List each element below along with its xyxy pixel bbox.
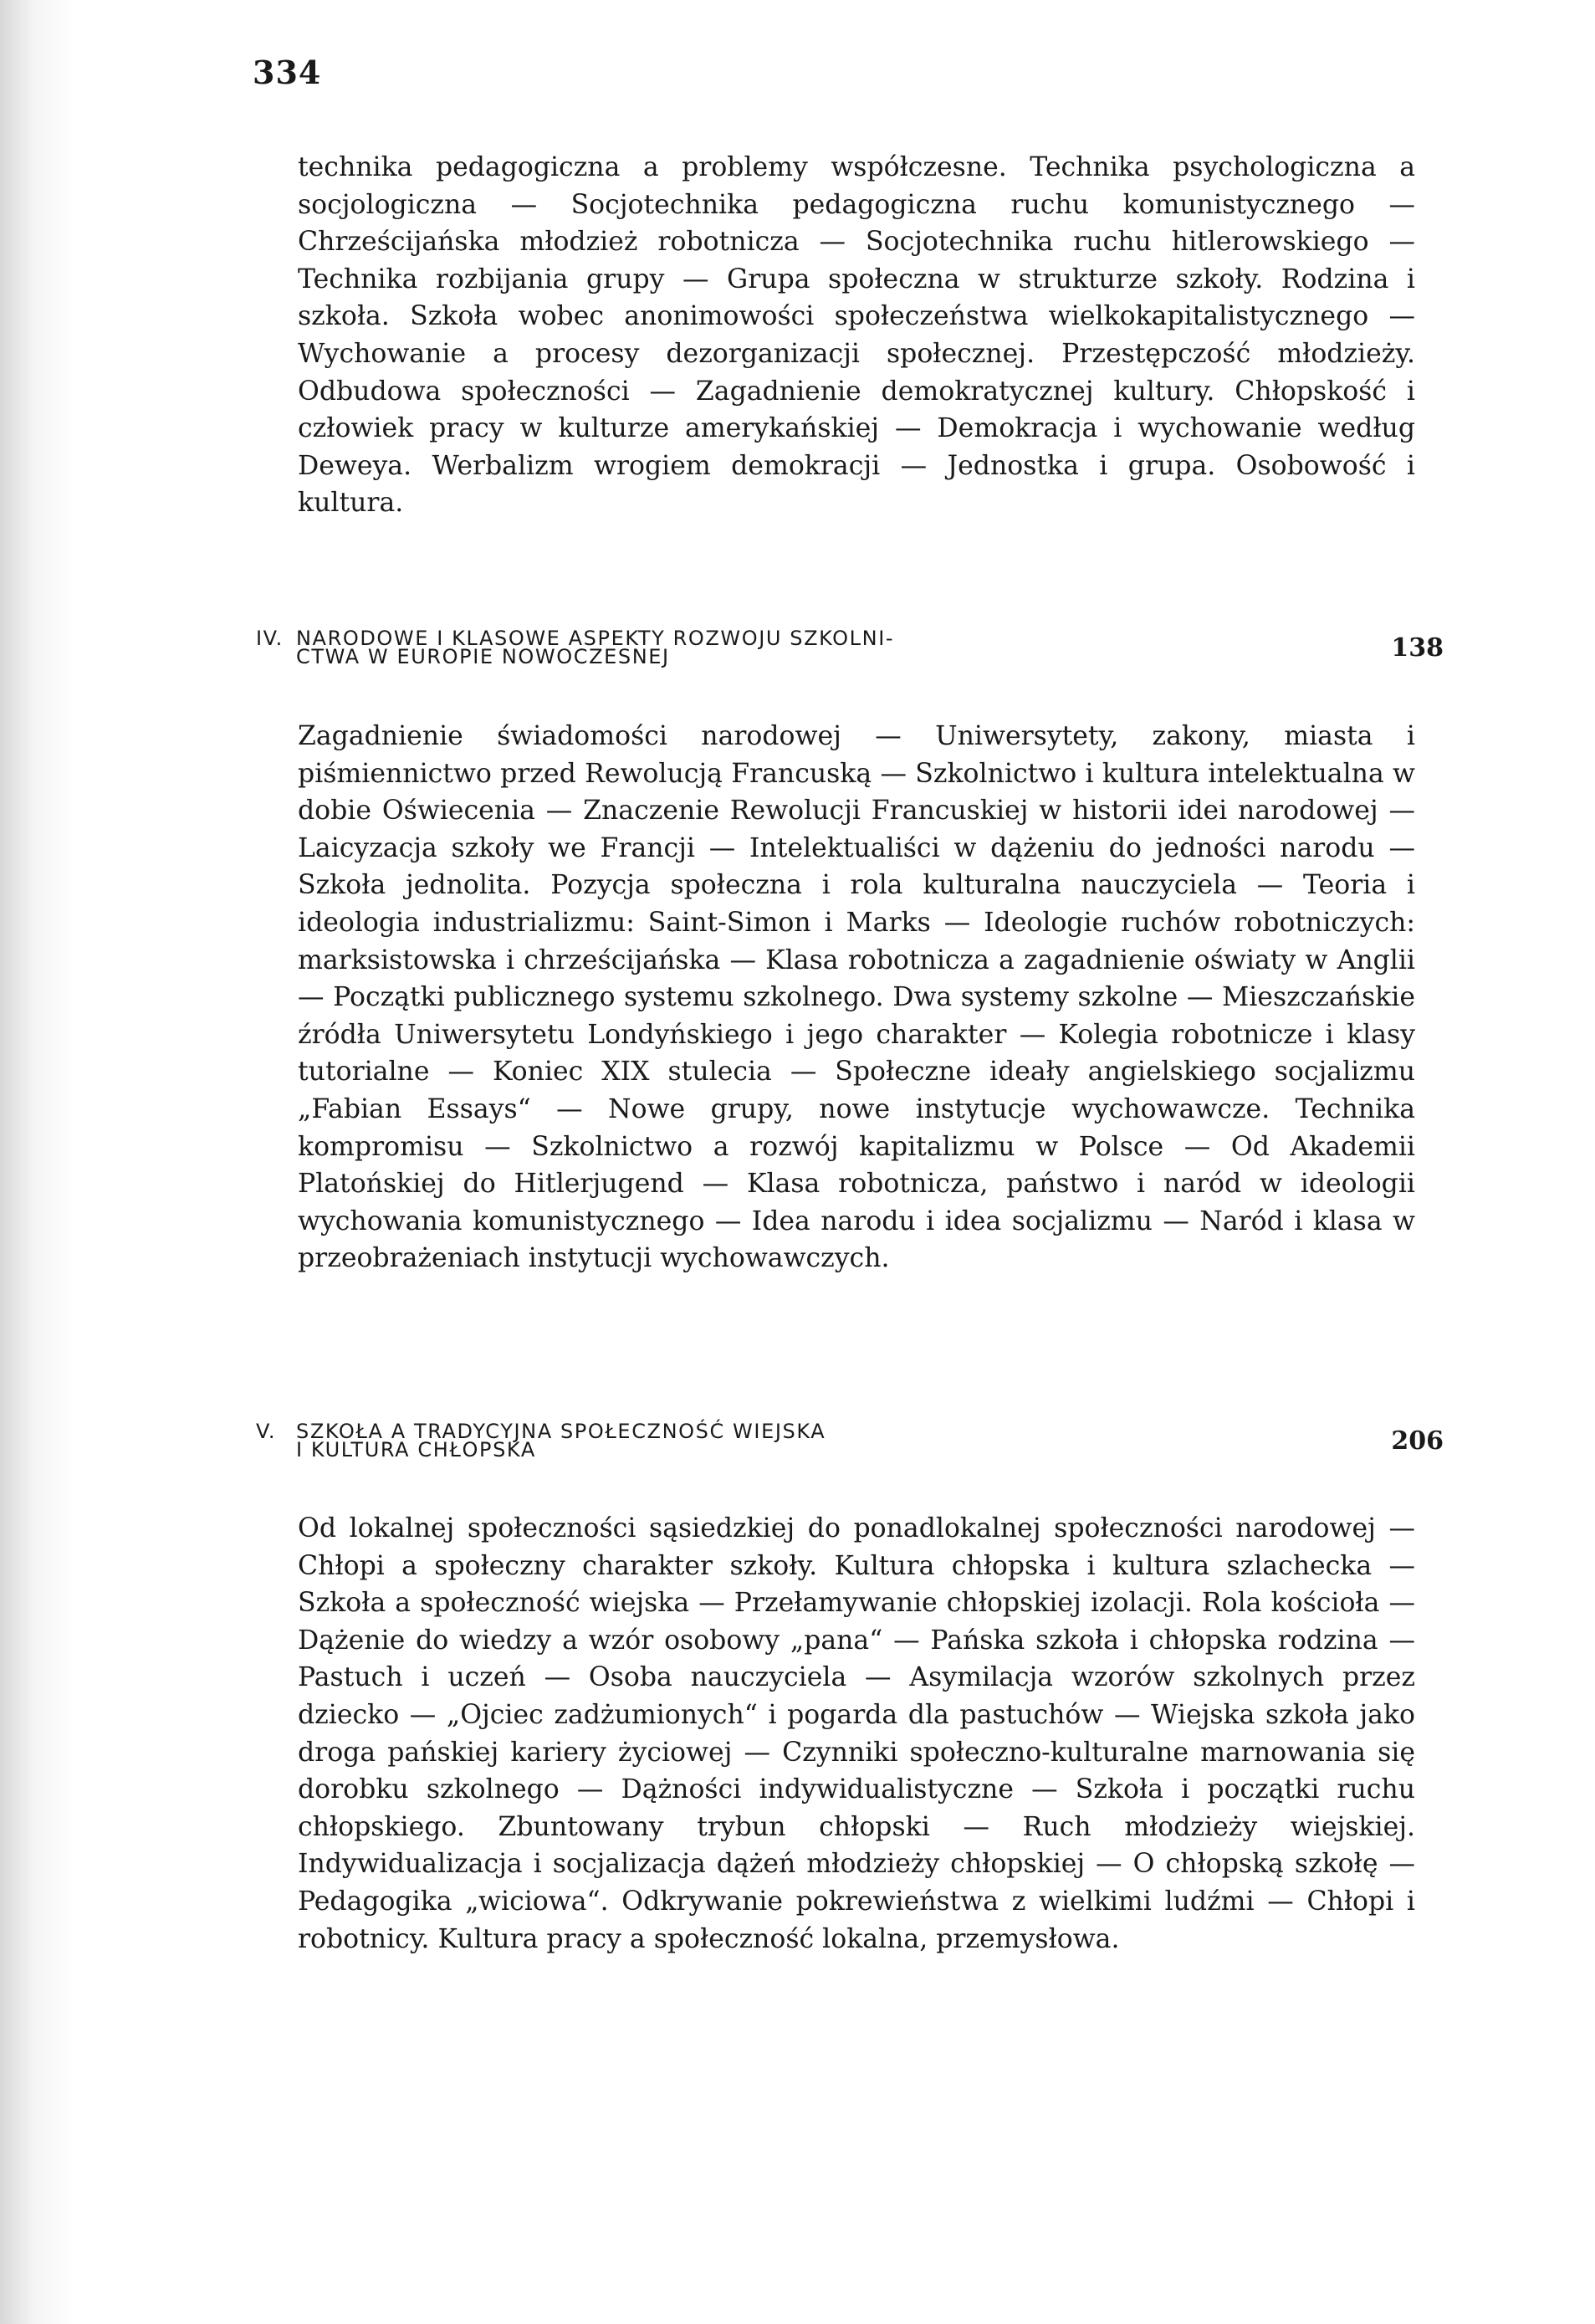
page-number: 334	[253, 54, 322, 91]
chapter-page-reference: 206	[1391, 1426, 1444, 1456]
chapter-title-line: I KULTURA CHŁOPSKA	[296, 1438, 536, 1461]
chapter-numeral: V.	[256, 1420, 277, 1443]
chapter-page-reference: 138	[1391, 633, 1444, 663]
chapter-title	[296, 629, 1049, 666]
chapter-title	[296, 1422, 1049, 1459]
intro-paragraph: technika pedagogiczna a problemy współczesne. Technika psychologiczna a socjologiczna — Socjotechnika pedagogiczna ruchu komunistycznego — Chrześcijańska młodzież robotnicza — Socjotechnika ruchu hitlerowskiego — Technika rozbijania grupy — Grupa społeczna w strukturze szkoły. Rodzina i szkoła. Szkoła wobec anonimowości społeczeństwa wielkokapitalistycznego — Wychowanie a procesy dezorganizacji społecznej. Przestępczość młodzieży. Odbudowa społeczności — Zagadnienie demokratycznej kultury. Chłopskość i człowiek pracy w kulturze amerykańskiej — Demokracja i wychowanie według Deweya. Werbalizm wrogiem demokracji — Jednostka i grupa. Osobowość i kultura.	[298, 152, 1415, 519]
chapter-title-line: CTWA W EUROPIE NOWOCZESNEJ	[296, 645, 670, 668]
chapter-title-line: NARODOWE I KLASOWE ASPEKTY ROZWOJU SZKOLNI-	[296, 627, 895, 650]
chapter-iv-summary: Zagadnienie świadomości narodowej — Uniwersytety, zakony, miasta i piśmiennictwo przed Rewolucją Francuską — Szkolnictwo i kultura intelektualna w dobie Oświecenia — Znaczenie Rewolucji Francuskiej w historii idei narodowej — Laicyzacja szkoły we Francji — Intelektualiści w dążeniu do jedności narodu — Szkoła jednolita. Pozycja społeczna i rola kulturalna nauczyciela — Teoria i ideologia industrializmu: Saint-Simon i Marks — Ideologie ruchów robotniczych: marksistowska i chrześcijańska — Klasa robotnicza a zagadnienie oświaty w Anglii — Początki publicznego systemu szkolnego. Dwa systemy szkolne — Mieszczańskie źródła Uniwersytetu Londyńskiego i jego charakter — Kolegia robotnicze i klasy tutorialne — Koniec XIX stulecia — Społeczne ideały angielskiego socjalizmu „Fabian Essays“ — Nowe grupy, nowe instytucje wychowawcze. Technika kompromisu — Szkolnictwo a rozwój kapitalizmu w Polsce — Od Akademii Platońskiej do Hitlerjugend — Klasa robotnicza, państwo i naród w ideologii wychowania komunistycznego — Idea narodu i idea socjalizmu — Naród i klasa w przeobrażeniach instytucji wychowawczych.	[298, 721, 1415, 1274]
chapter-numeral: IV.	[256, 627, 284, 650]
chapter-v-summary: Od lokalnej społeczności sąsiedzkiej do ponadlokalnej społeczności narodowej — Chłopi a społeczny charakter szkoły. Kultura chłopska i kultura szlachecka — Szkoła a społeczność wiejska — Przełamywanie chłopskiej izolacji. Rola kościoła — Dążenie do wiedzy a wzór osobowy „pana“ — Pańska szkoła i chłopska rodzina — Pastuch i uczeń — Osoba nauczyciela — Asymilacja wzorów szkolnych przez dziecko — „Ojciec zadżumionych“ i pogarda dla pastuchów — Wiejska szkoła jako droga pańskiej kariery życiowej — Czynniki społeczno-kulturalne marnowania się dorobku szkolnego — Dążności indywidualistyczne — Szkoła i początki ruchu chłopskiego. Zbuntowany trybun chłopski — Ruch młodzieży wiejskiej. Indywidualizacja i socjalizacja dążeń młodzieży chłopskiej — O chłopską szkołę — Pedagogika „wiciowa“. Odkrywanie pokrewieństwa z wielkimi ludźmi — Chłopi i robotnicy. Kultura pracy a społeczność lokalna, przemysłowa.	[298, 1513, 1415, 1954]
chapter-title-line: SZKOŁA A TRADYCYJNA SPOŁECZNOŚĆ WIEJSKA	[296, 1420, 826, 1443]
